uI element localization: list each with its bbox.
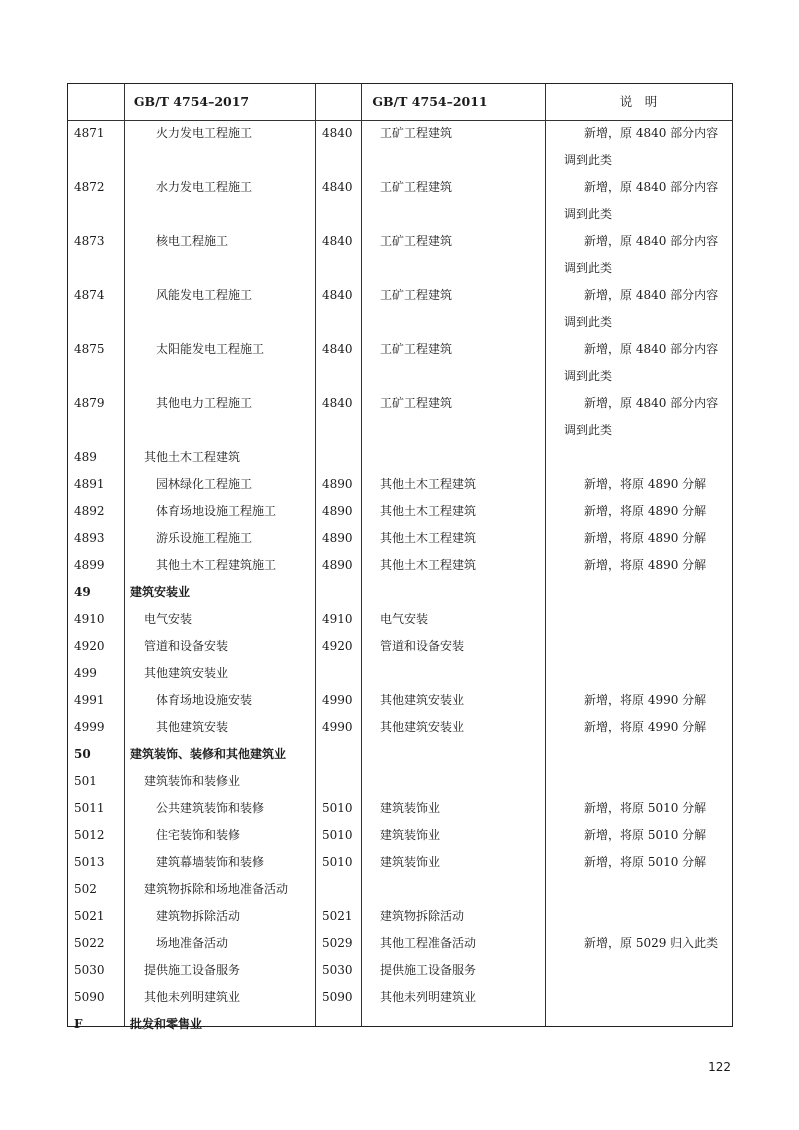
row-note: 新增，将原 5010 分解 bbox=[584, 828, 707, 842]
row-code: 499 bbox=[74, 666, 97, 680]
row-note: 新增，原 4840 部分内容调到此类 bbox=[564, 126, 719, 167]
row-name: 建筑物拆除活动 bbox=[156, 909, 241, 923]
row-name: 场地准备活动 bbox=[156, 936, 229, 950]
row-old-name: 工矿工程建筑 bbox=[380, 288, 453, 302]
row-code: 4872 bbox=[74, 180, 105, 194]
row-name: 体育场地设施工程施工 bbox=[156, 504, 277, 518]
row-note: 新增，原 4840 部分内容调到此类 bbox=[564, 180, 719, 221]
row-code: 4920 bbox=[74, 639, 105, 653]
row-code: F bbox=[74, 1017, 83, 1031]
header-notes: 说 明 bbox=[619, 94, 658, 109]
header-gbt-2011: GB/T 4754–2011 bbox=[372, 94, 488, 109]
row-code: 4991 bbox=[74, 693, 105, 707]
row-old-name: 工矿工程建筑 bbox=[380, 234, 453, 248]
row-old-code: 4840 bbox=[322, 180, 353, 194]
row-note: 新增，将原 4890 分解 bbox=[584, 531, 707, 545]
row-name: 批发和零售业 bbox=[130, 1017, 203, 1031]
row-name: 提供施工设备服务 bbox=[144, 963, 241, 977]
row-old-name: 建筑装饰业 bbox=[380, 801, 441, 815]
divider-new-old bbox=[315, 84, 316, 1026]
row-old-name: 其他未列明建筑业 bbox=[380, 990, 477, 1004]
row-name: 其他土木工程建筑施工 bbox=[156, 558, 277, 572]
row-old-code: 4890 bbox=[322, 558, 353, 572]
row-code: 4899 bbox=[74, 558, 105, 572]
row-old-name: 电气安装 bbox=[380, 612, 429, 626]
row-old-code: 5010 bbox=[322, 855, 353, 869]
row-old-code: 5090 bbox=[322, 990, 353, 1004]
row-code: 5012 bbox=[74, 828, 105, 842]
row-old-name: 工矿工程建筑 bbox=[380, 126, 453, 140]
row-old-name: 建筑物拆除活动 bbox=[380, 909, 465, 923]
row-name: 其他建筑安装 bbox=[156, 720, 229, 734]
comparison-table bbox=[67, 83, 733, 1031]
row-note: 新增，将原 5010 分解 bbox=[584, 801, 707, 815]
row-code: 49 bbox=[74, 585, 91, 599]
row-code: 4891 bbox=[74, 477, 105, 491]
row-note: 新增，将原 4990 分解 bbox=[584, 720, 707, 734]
row-name: 体育场地设施安装 bbox=[156, 693, 253, 707]
row-note: 新增，原 5029 归入此类 bbox=[584, 936, 719, 950]
row-old-code: 4890 bbox=[322, 504, 353, 518]
row-code: 489 bbox=[74, 450, 97, 464]
row-code: 501 bbox=[74, 774, 97, 788]
row-old-name: 管道和设备安装 bbox=[380, 639, 465, 653]
divider-new-code bbox=[124, 84, 125, 1026]
row-old-code: 5029 bbox=[322, 936, 353, 950]
row-name: 建筑幕墙装饰和装修 bbox=[156, 855, 265, 869]
row-note: 新增，原 4840 部分内容调到此类 bbox=[564, 288, 719, 329]
row-name: 建筑装饰和装修业 bbox=[144, 774, 241, 788]
row-old-name: 其他土木工程建筑 bbox=[380, 477, 477, 491]
row-name: 住宅装饰和装修 bbox=[156, 828, 241, 842]
row-old-name: 其他建筑安装业 bbox=[380, 693, 465, 707]
row-name: 其他土木工程建筑 bbox=[144, 450, 241, 464]
row-old-code: 4990 bbox=[322, 693, 353, 707]
row-old-name: 其他工程准备活动 bbox=[380, 936, 477, 950]
row-name: 水力发电工程施工 bbox=[156, 180, 253, 194]
row-code: 50 bbox=[74, 747, 91, 761]
row-code: 4874 bbox=[74, 288, 105, 302]
row-note: 新增，将原 4890 分解 bbox=[584, 558, 707, 572]
row-code: 4879 bbox=[74, 396, 105, 410]
row-old-code: 4840 bbox=[322, 234, 353, 248]
row-old-name: 其他建筑安装业 bbox=[380, 720, 465, 734]
row-old-code: 4920 bbox=[322, 639, 353, 653]
row-name: 管道和设备安装 bbox=[144, 639, 229, 653]
row-old-name: 其他土木工程建筑 bbox=[380, 558, 477, 572]
row-name: 游乐设施工程施工 bbox=[156, 531, 253, 545]
row-old-name: 工矿工程建筑 bbox=[380, 180, 453, 194]
page-number: 122 bbox=[708, 1060, 731, 1074]
row-note: 新增，将原 4990 分解 bbox=[584, 693, 707, 707]
row-old-name: 提供施工设备服务 bbox=[380, 963, 477, 977]
row-old-code: 4890 bbox=[322, 531, 353, 545]
header-gbt-2017: GB/T 4754–2017 bbox=[133, 94, 250, 109]
row-code: 5022 bbox=[74, 936, 105, 950]
row-old-code: 4840 bbox=[322, 342, 353, 356]
row-code: 4873 bbox=[74, 234, 105, 248]
divider-old-note bbox=[545, 84, 546, 1026]
row-code: 4893 bbox=[74, 531, 105, 545]
row-name: 建筑装饰、装修和其他建筑业 bbox=[130, 747, 287, 761]
row-code: 4999 bbox=[74, 720, 105, 734]
row-code: 5011 bbox=[74, 801, 105, 815]
row-old-code: 4990 bbox=[322, 720, 353, 734]
row-old-code: 5021 bbox=[322, 909, 353, 923]
row-note: 新增，原 4840 部分内容调到此类 bbox=[564, 234, 719, 275]
row-name: 其他未列明建筑业 bbox=[144, 990, 241, 1004]
row-code: 5013 bbox=[74, 855, 105, 869]
row-code: 4875 bbox=[74, 342, 105, 356]
row-code: 5021 bbox=[74, 909, 105, 923]
row-name: 建筑物拆除和场地准备活动 bbox=[144, 882, 289, 896]
row-old-code: 5030 bbox=[322, 963, 353, 977]
row-old-code: 4840 bbox=[322, 396, 353, 410]
row-code: 5030 bbox=[74, 963, 105, 977]
row-old-name: 其他土木工程建筑 bbox=[380, 531, 477, 545]
row-name: 风能发电工程施工 bbox=[156, 288, 253, 302]
row-old-code: 5010 bbox=[322, 801, 353, 815]
row-note: 新增，将原 4890 分解 bbox=[584, 504, 707, 518]
row-old-name: 其他土木工程建筑 bbox=[380, 504, 477, 518]
row-code: 4892 bbox=[74, 504, 105, 518]
row-old-name: 工矿工程建筑 bbox=[380, 396, 453, 410]
row-name: 其他电力工程施工 bbox=[156, 396, 253, 410]
row-name: 火力发电工程施工 bbox=[156, 126, 253, 140]
row-note: 新增，将原 4890 分解 bbox=[584, 477, 707, 491]
row-note: 新增，将原 5010 分解 bbox=[584, 855, 707, 869]
row-code: 4871 bbox=[74, 126, 105, 140]
row-name: 公共建筑装饰和装修 bbox=[156, 801, 265, 815]
row-old-name: 建筑装饰业 bbox=[380, 855, 441, 869]
row-code: 4910 bbox=[74, 612, 105, 626]
row-name: 电气安装 bbox=[144, 612, 193, 626]
row-note: 新增，原 4840 部分内容调到此类 bbox=[564, 342, 719, 383]
row-old-code: 4840 bbox=[322, 288, 353, 302]
row-code: 502 bbox=[74, 882, 97, 896]
row-old-name: 工矿工程建筑 bbox=[380, 342, 453, 356]
row-name: 其他建筑安装业 bbox=[144, 666, 229, 680]
row-name: 园林绿化工程施工 bbox=[156, 477, 253, 491]
row-old-name: 建筑装饰业 bbox=[380, 828, 441, 842]
row-name: 建筑安装业 bbox=[130, 585, 191, 599]
row-old-code: 5010 bbox=[322, 828, 353, 842]
row-old-code: 4910 bbox=[322, 612, 353, 626]
row-name: 太阳能发电工程施工 bbox=[156, 342, 265, 356]
row-name: 核电工程施工 bbox=[156, 234, 229, 248]
row-old-code: 4840 bbox=[322, 126, 353, 140]
row-code: 5090 bbox=[74, 990, 105, 1004]
divider-old-code bbox=[361, 84, 362, 1026]
row-note: 新增，原 4840 部分内容调到此类 bbox=[564, 396, 719, 437]
row-old-code: 4890 bbox=[322, 477, 353, 491]
